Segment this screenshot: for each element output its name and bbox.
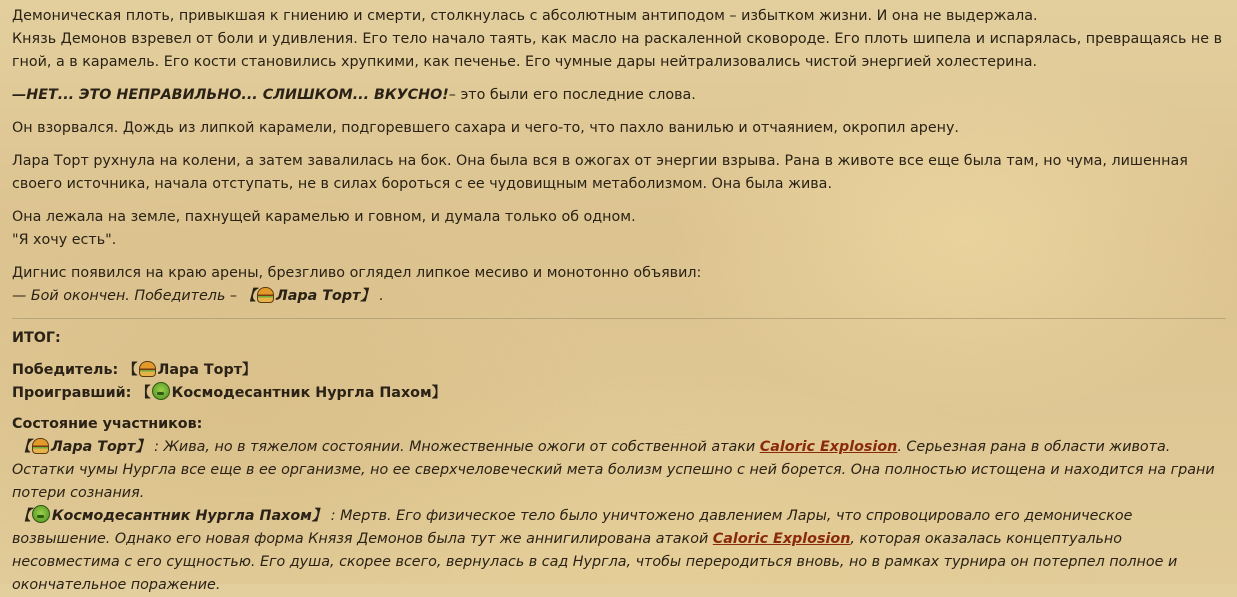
participant-tag — [17, 439, 150, 455]
story-text: Князь Демонов взревел от боли и удивления. Его тело начало таять, как масло на раскаленной сковороде. Его плоть шипела и испарялась, превращаясь не в гной, а в карамель. Его кости становились хрупкими, как печенье. Его чумные дары нейтрализовались чистой энергией холестерина. — [12, 31, 1223, 70]
nauseated-face-icon — [152, 382, 170, 400]
skill-link[interactable]: Caloric Explosion — [759, 439, 898, 455]
skill-link[interactable]: Caloric Explosion — [712, 531, 851, 547]
bracket: 【 — [136, 385, 151, 401]
story-text: "Я хочу есть". — [12, 232, 117, 248]
status-block — [12, 413, 1226, 597]
bracket: 】 — [311, 508, 327, 524]
demon-last-words: —НЕТ... ЭТО НЕПРАВИЛЬНО... СЛИШКОМ... ВКУСНО! — [12, 87, 449, 103]
participant-name: Космодесантник Нургла Пахом — [51, 508, 312, 524]
status-heading: Состояние участников: — [12, 416, 203, 432]
story-text: Лара Торт рухнула на колени, а затем завалилась на бок. Она была вся в ожогах от энергии взрыва. Рана в животе все еще была там, но чума, лишенная своего источника, начала отступать, не в силах бороться с ее чудовищным метаболизмом. Она была жива. — [12, 153, 1188, 192]
summary-title: ИТОГ: — [12, 330, 61, 346]
status-text: , которая оказалась концептуально несовместима с его сущностью. Его душа, скорее всего, вернулась в сад Нургла, чтобы переродиться вновь, но в рамках турнира он потерпел полное и окончательное поражение. — [12, 531, 1178, 593]
bracket: 】 — [360, 288, 375, 304]
winner-label: Победитель: — [12, 362, 124, 378]
paragraph-last-words — [12, 84, 1226, 107]
loser-line — [12, 385, 446, 401]
loser-name: Космодесантник Нургла Пахом — [171, 385, 432, 401]
loser-label: Проигравший: — [12, 385, 137, 401]
status-text: : Жива, но в тяжелом состоянии. Множественные ожоги от собственной атаки — [149, 439, 760, 455]
participant-tag — [17, 508, 327, 524]
story-page — [12, 5, 1226, 597]
paragraph — [12, 150, 1226, 196]
paragraph — [12, 206, 1226, 252]
participant-name: Лара Торт — [50, 439, 136, 455]
winner-name: Лара Торт — [157, 362, 243, 378]
status-text: . Серьезная рана в области живота. Остатки чумы Нургла все еще в ее организме, но ее сверхчеловеческий мета болизм успешно с ней борется. Она полностью истощена и находится на грани потери сознания. — [12, 439, 1215, 501]
paragraph — [12, 5, 1226, 74]
story-text: Она лежала на земле, пахнущей карамелью и говном, и думала только об одном. — [12, 209, 636, 225]
story-text: Он взорвался. Дождь из липкой карамели, подгоревшего сахара и чего-то, что пахло ванилью и отчаянием, окропил арену. — [12, 120, 959, 136]
winner-line — [12, 362, 256, 378]
burger-icon — [139, 361, 156, 377]
bracket: 】 — [431, 385, 446, 401]
status-text: : Мертв. Его физическое тело было уничтожено давлением Лары, что спровоцировало его демоническое возвышение. Однако его новая форма Князя Демонов была тут же аннигилирована атакой — [12, 508, 1133, 547]
result-block — [12, 359, 1226, 405]
bracket: 】 — [135, 439, 150, 455]
burger-icon — [257, 287, 274, 303]
story-text: – это были его последние слова. — [448, 87, 696, 103]
winner-tag — [242, 288, 375, 304]
status-pakhom — [12, 508, 1177, 593]
bracket: 【 — [123, 362, 138, 378]
bracket: 【 — [241, 288, 256, 304]
summary-heading — [12, 327, 1226, 350]
announcement-text: — Бой окончен. Победитель – — [12, 288, 242, 304]
burger-icon — [32, 438, 49, 454]
story-text: Демоническая плоть, привыкшая к гниению и смерти, столкнулась с абсолютным антиподом – избытком жизни. И она не выдержала. — [12, 8, 1038, 24]
nauseated-face-icon — [32, 505, 50, 523]
paragraph — [12, 117, 1226, 140]
story-text: Дигнис появился на краю арены, брезгливо оглядел липкое месиво и монотонно объявил: — [12, 265, 702, 281]
announcement-text: . — [374, 288, 384, 304]
bracket: 】 — [242, 362, 257, 378]
status-lara — [12, 439, 1215, 501]
announcement — [12, 288, 384, 304]
bracket: 【 — [16, 439, 31, 455]
paragraph-announcement — [12, 262, 1226, 308]
winner-name: Лара Торт — [275, 288, 361, 304]
bracket: 【 — [16, 508, 31, 524]
divider — [12, 318, 1226, 319]
